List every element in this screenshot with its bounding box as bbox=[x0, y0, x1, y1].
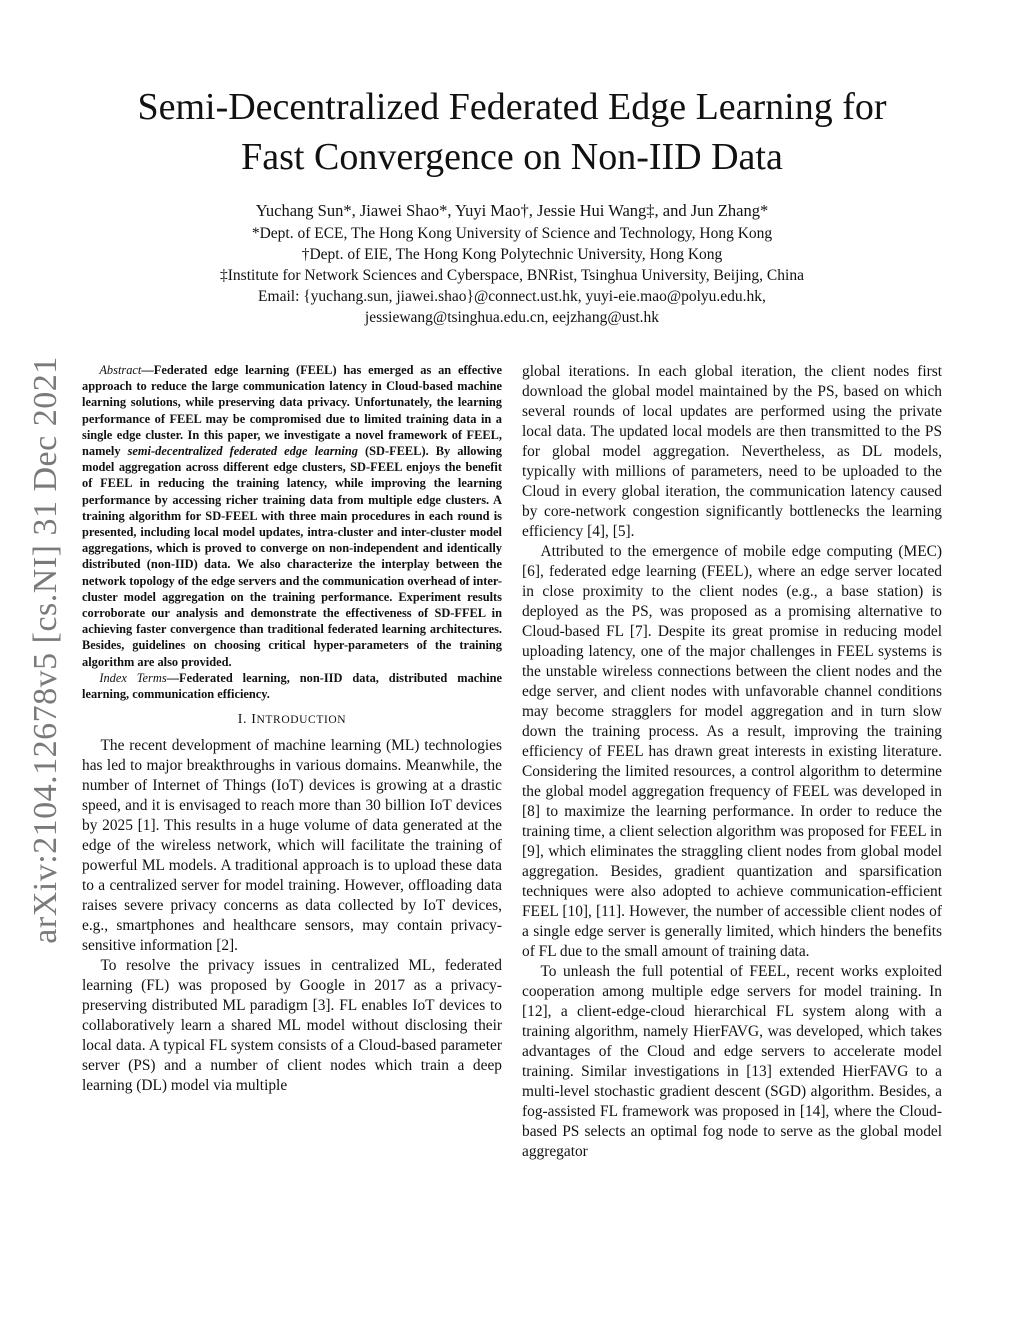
abstract-text: —Federated edge learning (FEEL) has emerged as an effective approach to reduce the large communication latency in Cloud-based machine learning solutions, while preserving data privacy. Unfortunately, the learning performance of FEEL may be compromised due to limited training data in a single edge cluster. In this paper, we investigate a novel framework of FEEL, namely bbox=[82, 363, 502, 459]
affiliation-line: ‡Institute for Network Sciences and Cyberspace, BNRist, Tsinghua University, Beijing, China bbox=[220, 267, 804, 284]
abstract-emphasis: semi-decentralized federated edge learning bbox=[127, 444, 358, 459]
body-paragraph: To resolve the privacy issues in centralized ML, federated learning (FL) was proposed by Google in 2017 as a privacy-preserving distributed ML paradigm [3]. FL enables IoT devices to collaboratively learn a shared ML model without disclosing their local data. A typical FL system consists of a Cloud-based parameter server (PS) and a number of client nodes which train a deep learning (DL) model via multiple bbox=[82, 957, 502, 1095]
body-paragraph: global iterations. In each global iteration, the client nodes first download the global model maintained by the PS, based on which several rounds of local updates are performed using the private local data. The updated local models are then transmitted to the PS for global model aggregation. Nevertheless, as DL models, typically with millions of parameters, need to be uploaded to the Cloud in every global iteration, the communication latency caused by core-network congestion significantly bottlenecks the learning efficiency [4], [5]. bbox=[522, 363, 942, 540]
author-block bbox=[120, 200, 904, 328]
author-names: Yuchang Sun*, Jiawei Shao*, Yuyi Mao†, Jessie Hui Wang‡, and Jun Zhang* bbox=[255, 201, 769, 220]
affiliation-line: *Dept. of ECE, The Hong Kong University of Science and Technology, Hong Kong bbox=[251, 225, 773, 242]
email-line: jessiewang@tsinghua.edu.cn, eejzhang@ust.hk bbox=[364, 309, 660, 326]
right-column bbox=[522, 362, 942, 1162]
index-terms-text: —Federated learning, non-IID data, distributed machine learning, communication efficiency. bbox=[82, 670, 502, 702]
body-paragraph: The recent development of machine learning (ML) technologies has led to major breakthroughs in various domains. Meanwhile, the number of Internet of Things (IoT) devices is growing at a drastic speed, and it is envisaged to reach more than 30 billion IoT devices by 2025 [1]. This results in a huge volume of data generated at the edge of the wireless network, which will facilitate the training of powerful ML models. A traditional approach is to upload these data to a centralized server for model training. However, offloading data raises severe privacy concerns as data collected by IoT devices, e.g., smartphones and healthcare sensors, may contain privacy-sensitive information [2]. bbox=[82, 737, 502, 955]
body-paragraph: Attributed to the emergence of mobile edge computing (MEC) [6], federated edge learning (FEEL), where an edge server located in close proximity to the client nodes (e.g., a base station) is deployed as the PS, was proposed as a promising alternative to Cloud-based FL [7]. Despite its great promise in reducing model uploading latency, one of the major challenges in FEEL systems is the unstable wireless connections between the client nodes and the edge server, and client nodes with unfavorable channel conditions may become stragglers for model aggregation and in turn slow down the training process. As a result, improving the training efficiency of FEEL has drawn great interests in existing literature. Considering the limited resources, a control algorithm to determine the global model aggregation frequency of FEEL was developed in [8] to maximize the learning performance. In order to reduce the training time, a client selection algorithm was proposed for FEEL in [9], which eliminates the straggling client nodes from global model aggregation. Besides, gradient quantization and sparsification techniques were also adopted to achieve communication-efficient FEEL [10], [11]. However, the number of accessible client nodes of a single edge server is generally limited, which hinders the benefits of FL due to the small amount of training data. bbox=[522, 543, 942, 960]
title-line-2: Fast Convergence on Non-IID Data bbox=[241, 136, 783, 178]
abstract-text: (SD-FEEL). By allowing model aggregation across different edge clusters, SD-FEEL enjoys the benefit of FEEL in reducing the training latency, while improving the learning performance by accessing richer training data from multiple edge clusters. A training algorithm for SD-FEEL with three main procedures in each round is presented, including local model updates, intra-cluster and inter-cluster model aggregations, which is proved to converge on non-independent and identically distributed (non-IID) data. We also characterize the interplay between the network topology of the edge servers and the communication overhead of inter-cluster model aggregation on the training performance. Experiment results corroborate our analysis and demonstrate the effectiveness of SD-FFEL in achieving faster convergence than traditional federated learning architectures. Besides, guidelines on choosing critical hyper-parameters of the training algorithm are also provided. bbox=[82, 444, 502, 669]
email-line: Email: {yuchang.sun, jiawei.shao}@connect.ust.hk, yuyi-eie.mao@polyu.edu.hk, bbox=[258, 288, 766, 305]
affiliation-line: †Dept. of EIE, The Hong Kong Polytechnic University, Hong Kong bbox=[301, 246, 723, 263]
abstract bbox=[82, 362, 502, 670]
left-column bbox=[82, 362, 502, 1096]
arxiv-identifier[interactable]: arXiv:2104.12678v5 [cs.NI] 31 Dec 2021 bbox=[27, 356, 64, 944]
title-line-1: Semi-Decentralized Federated Edge Learning for bbox=[137, 86, 887, 128]
section-heading: I. INTRODUCTION bbox=[237, 712, 347, 728]
abstract-label: Abstract bbox=[99, 363, 142, 377]
paper-title bbox=[80, 82, 944, 182]
index-terms bbox=[82, 670, 502, 702]
index-terms-label: Index Terms bbox=[99, 670, 167, 685]
body-paragraph: To unleash the full potential of FEEL, recent works exploited cooperation among multiple edge servers for model training. In [12], a client-edge-cloud hierarchical FL system along with a training algorithm, namely HierFAVG, was developed, which takes advantages of the Cloud and edge servers to accelerate model training. Similar investigations in [13] extended HierFAVG to a multi-level stochastic gradient descent (SGD) algorithm. Besides, a fog-assisted FL framework was proposed in [14], where the Cloud-based PS selects an optimal fog node to serve as the global model aggregator bbox=[522, 963, 942, 1160]
